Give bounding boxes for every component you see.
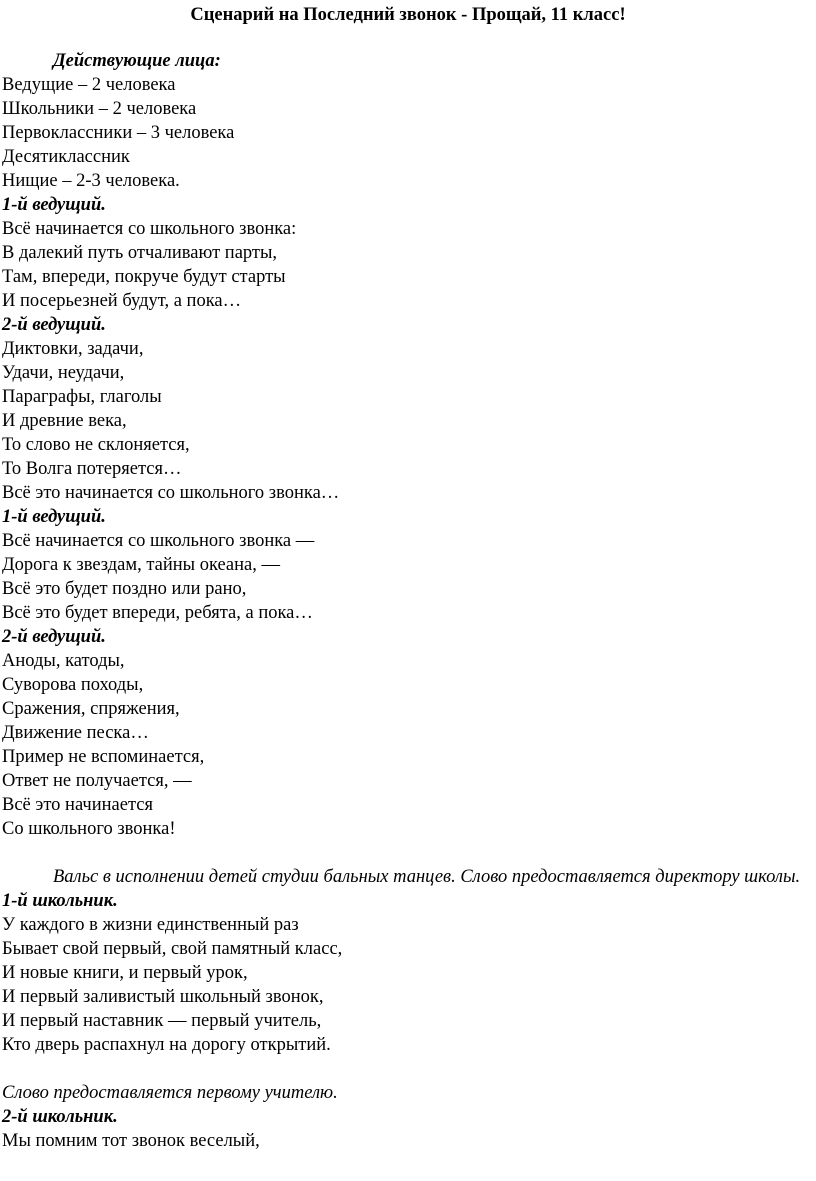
speaker-label: 1-й ведущий.: [2, 195, 106, 215]
cast-item: Ведущие – 2 человека: [2, 75, 176, 95]
verse-line: То слово не склоняется,: [2, 435, 190, 455]
speaker-label: 1-й школьник.: [2, 891, 118, 911]
cast-item: Нищие – 2-3 человека.: [2, 171, 180, 191]
verse-line: Всё это будет впереди, ребята, а пока…: [2, 603, 313, 623]
speaker-label: 2-й ведущий.: [2, 627, 106, 647]
verse-line: И новые книги, и первый урок,: [2, 963, 248, 983]
cast-heading: Действующие лица:: [53, 51, 221, 71]
verse-line: Кто дверь распахнул на дорогу открытий.: [2, 1035, 331, 1055]
verse-line: Там, впереди, покруче будут старты: [2, 267, 286, 287]
verse-line: Ответ не получается, —: [2, 771, 192, 791]
verse-line: Всё это начинается со школьного звонка…: [2, 483, 340, 503]
verse-line: И древние века,: [2, 411, 127, 431]
blank-line: [2, 841, 802, 865]
verse-line: Движение песка…: [2, 723, 149, 743]
verse-line: То Волга потеряется…: [2, 459, 182, 479]
verse-line: Всё начинается со школьного звонка:: [2, 219, 297, 239]
verse-line: Дорога к звездам, тайны океана, —: [2, 555, 280, 575]
cast-item: Школьники – 2 человека: [2, 99, 197, 119]
verse-line: Параграфы, глаголы: [2, 387, 162, 407]
cast-item: Первоклассники – 3 человека: [2, 123, 235, 143]
verse-line: Всё начинается со школьного звонка —: [2, 531, 315, 551]
verse-line: Пример не вспоминается,: [2, 747, 205, 767]
verse-line: Удачи, неудачи,: [2, 363, 125, 383]
blank-line: [2, 1057, 802, 1081]
document-title: Сценарий на Последний звонок - Прощай, 11 класс!: [190, 5, 626, 25]
verse-line: У каждого в жизни единственный раз: [2, 915, 299, 935]
verse-line: И первый заливистый школьный звонок,: [2, 987, 324, 1007]
stage-direction: Вальс в исполнении детей студии бальных танцев. Слово предоставляется директору школы.: [53, 867, 801, 887]
verse-line: Всё это будет поздно или рано,: [2, 579, 247, 599]
cast-item: Десятиклассник: [2, 147, 130, 167]
document-body: [2, 49, 802, 1153]
verse-line: И посерьезней будут, а пока…: [2, 291, 242, 311]
speaker-label: 1-й ведущий.: [2, 507, 106, 527]
verse-line: В далекий путь отчаливают парты,: [2, 243, 278, 263]
verse-line: Суворова походы,: [2, 675, 144, 695]
stage-direction: Слово предоставляется первому учителю.: [2, 1083, 338, 1103]
speaker-label: 2-й ведущий.: [2, 315, 106, 335]
speaker-label: 2-й школьник.: [2, 1107, 118, 1127]
verse-line: Мы помним тот звонок веселый,: [2, 1131, 260, 1151]
verse-line: Всё это начинается: [2, 795, 153, 815]
verse-line: Диктовки, задачи,: [2, 339, 144, 359]
verse-line: Со школьного звонка!: [2, 819, 176, 839]
verse-line: Аноды, катоды,: [2, 651, 125, 671]
verse-line: Сражения, спряжения,: [2, 699, 180, 719]
verse-line: Бывает свой первый, свой памятный класс,: [2, 939, 343, 959]
verse-line: И первый наставник — первый учитель,: [2, 1011, 322, 1031]
